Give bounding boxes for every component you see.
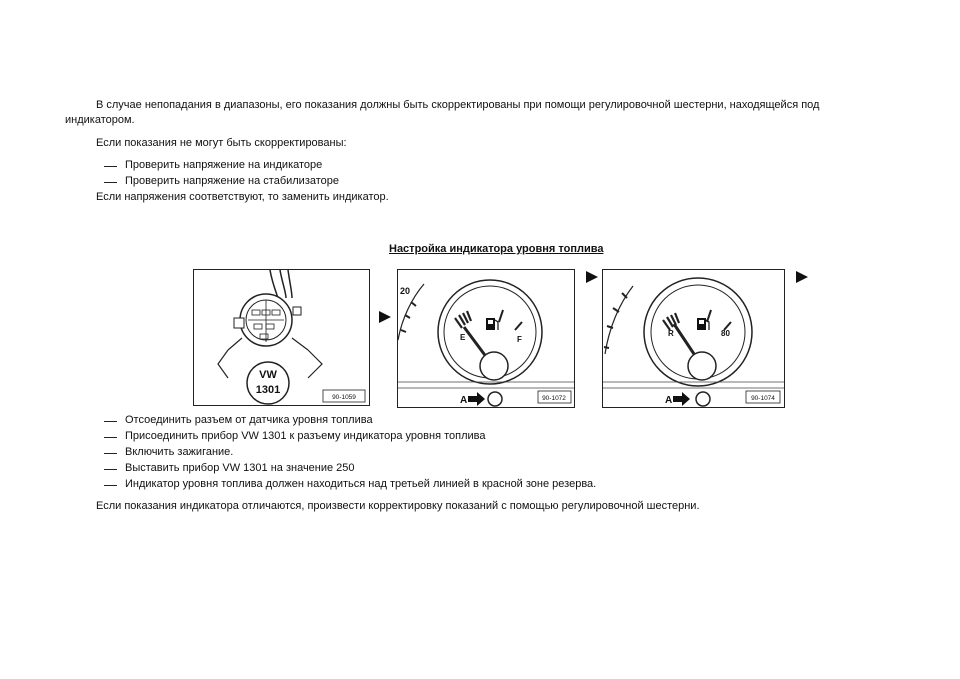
check-item-1: Проверить напряжение на индикаторе — [125, 159, 323, 171]
list-dash — [104, 485, 117, 486]
fuel-gauge-ef-diagram — [398, 270, 575, 408]
paragraph-2: Если показания не могут быть скорректированы: — [96, 137, 347, 149]
list-dash — [104, 166, 117, 167]
list-dash — [104, 469, 117, 470]
arrow-right-icon — [795, 270, 809, 284]
gauge-label-a: A — [460, 395, 468, 406]
figure-fuel-gauge-ef — [397, 269, 575, 408]
list-dash — [104, 453, 117, 454]
figure-ref-1: 90-1059 — [332, 394, 356, 401]
connector-diagram — [194, 270, 370, 406]
step-item-5: Индикатор уровня топлива должен находиться над третьей линией в красной зоне резерва. — [125, 478, 597, 490]
figure-ref-3: 90-1074 — [751, 395, 775, 402]
step-item-1: Отсоединить разъем от датчика уровня топлива — [125, 414, 373, 426]
gauge-label-r: R — [668, 329, 674, 338]
arrow-right-icon — [378, 310, 392, 324]
step-item-2: Присоединить прибор VW 1301 к разъему индикатора уровня топлива — [125, 430, 486, 442]
tester-label-vw: VW — [259, 369, 277, 381]
section-title: Настройка индикатора уровня топлива — [389, 243, 604, 255]
gauge-label-a: A — [665, 395, 673, 406]
list-dash — [104, 421, 117, 422]
check-item-2: Проверить напряжение на стабилизаторе — [125, 175, 340, 187]
gauge-label-80: 80 — [721, 329, 730, 338]
gauge-label-f: F — [517, 335, 522, 344]
gauge-label-e: E — [460, 333, 466, 342]
figure-connector-tester — [193, 269, 370, 406]
figure-fuel-gauge-reserve — [602, 269, 785, 408]
figure-ref-2: 90-1072 — [542, 395, 566, 402]
paragraph-3: Если напряжения соответствуют, то заменить индикатор. — [96, 191, 389, 203]
list-dash — [104, 437, 117, 438]
paragraph-1-line-2: индикатором. — [65, 114, 135, 126]
fuel-gauge-reserve-diagram — [603, 270, 785, 408]
list-dash — [104, 182, 117, 183]
tester-label-1301: 1301 — [255, 384, 281, 396]
step-item-3: Включить зажигание. — [125, 446, 234, 458]
arrow-right-icon — [585, 270, 599, 284]
paragraph-4: Если показания индикатора отличаются, произвести корректировку показаний с помощью регулировочной шестерни. — [96, 500, 700, 512]
scale-number: 20 — [400, 286, 411, 296]
step-item-4: Выставить прибор VW 1301 на значение 250 — [125, 462, 355, 474]
paragraph-1-line-1: В случае непопадания в диапазоны, его показания должны быть скорректированы при помощи регулировочной шестерни, находящейся под — [96, 99, 820, 111]
